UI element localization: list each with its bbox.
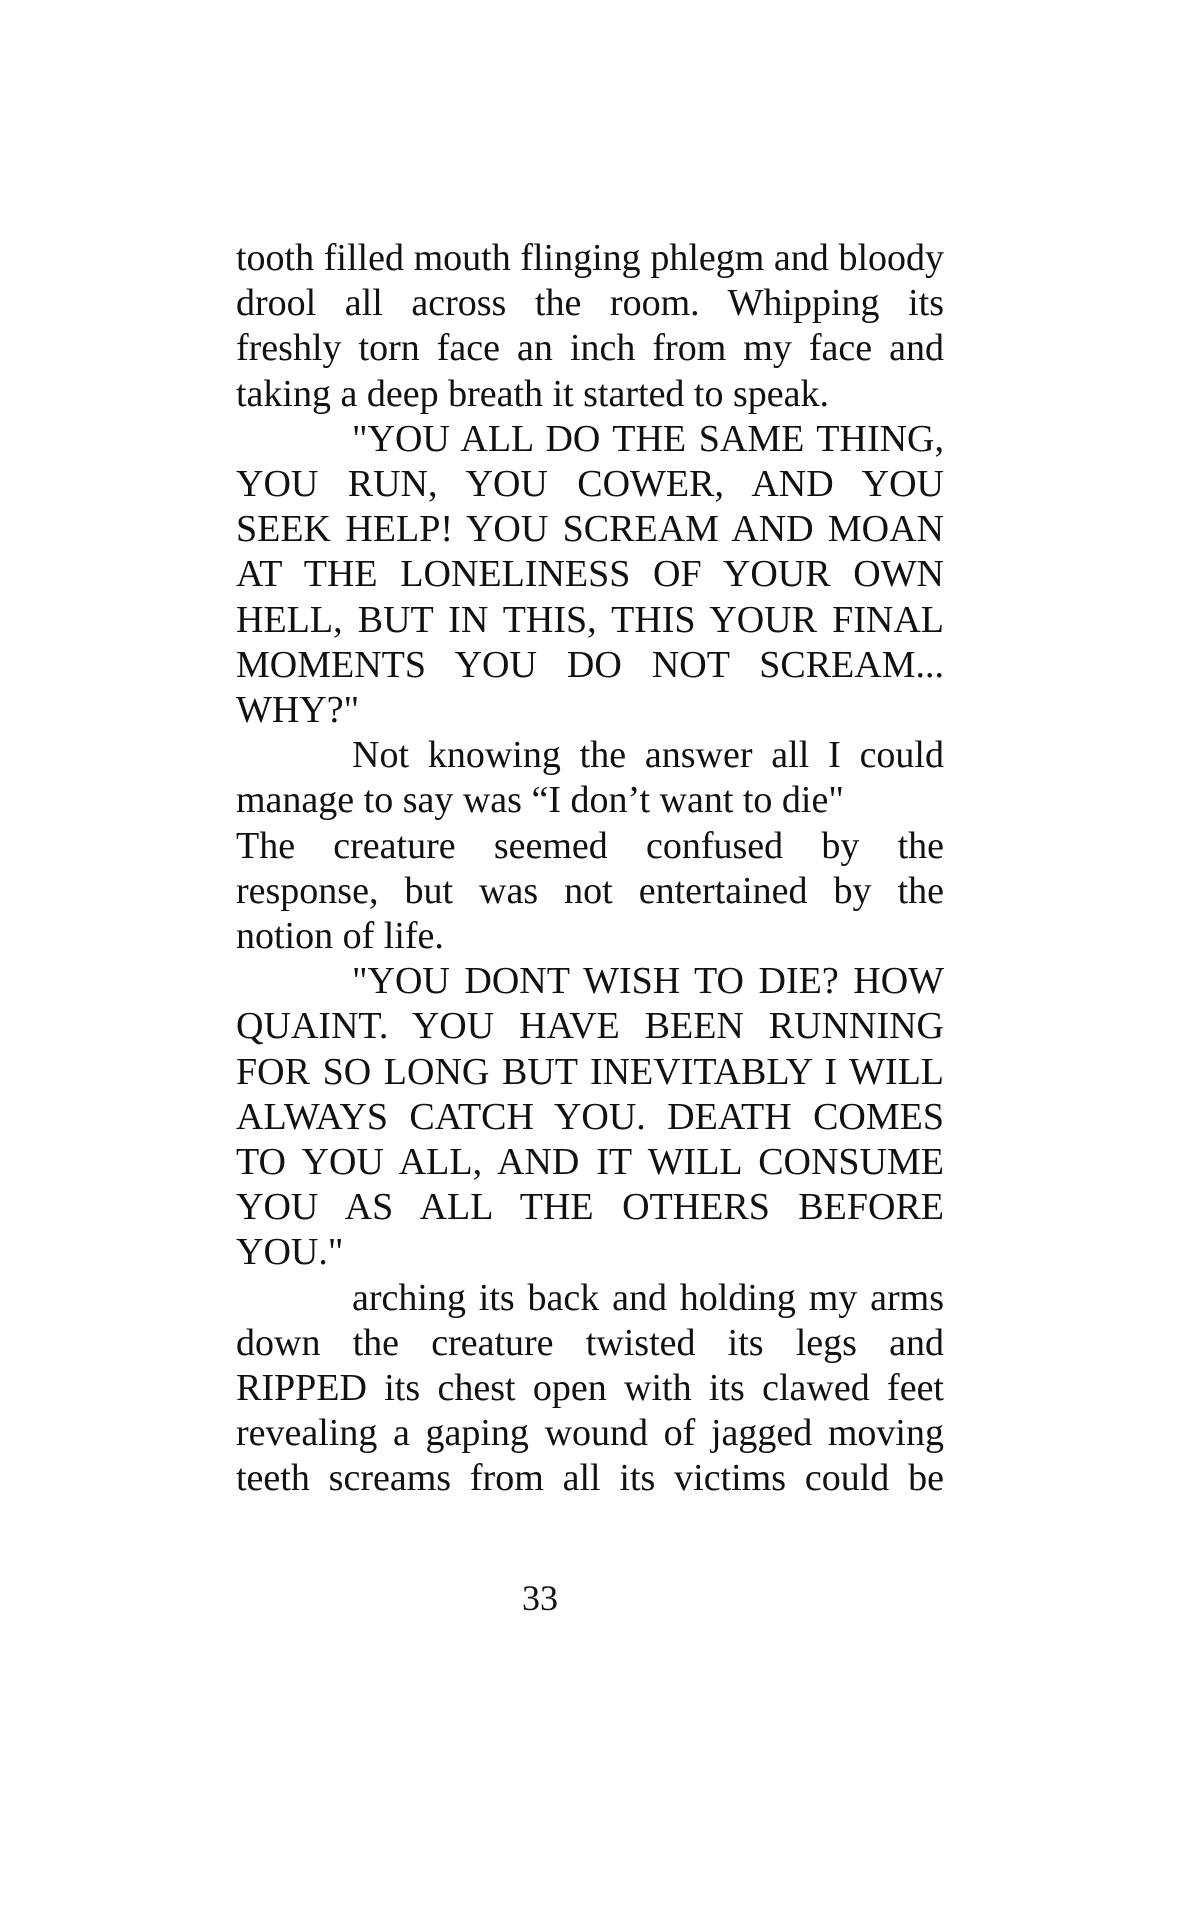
paragraph-2: "YOU ALL DO THE SAME THING, YOU RUN, YOU COWER, AND YOU SEEK HELP! YOU SCREAM AND MOAN AT THE LONELINESS OF YOUR OWN HELL, BUT IN THIS, THIS YOUR FINAL MOMENTS YOU DO NOT SCREAM... WHY?" [236, 417, 944, 732]
paragraph-3: Not knowing the answer all I could manage to say was “I don’t want to die" [236, 734, 944, 822]
paragraph-5: "YOU DONT WISH TO DIE? HOW QUAINT. YOU HAVE BEEN RUNNING FOR SO LONG BUT INEVITABLY I WILL ALWAYS CATCH YOU. DEATH COMES TO YOU ALL, AND IT WILL CONSUME YOU AS ALL THE OTHERS BEFORE YOU." [236, 960, 944, 1274]
paragraph-4: The creature seemed confused by the response, but was not entertained by the notion of life. [236, 824, 944, 958]
body-text [236, 236, 944, 1502]
paragraph-1: tooth filled mouth flinging phlegm and bloody drool all across the room. Whipping its freshly torn face an inch from my face and taking a deep breath it started to speak. [236, 237, 944, 415]
paragraph-6: arching its back and holding my arms down the creature twisted its legs and RIPPED its chest open with its clawed feet revealing a gaping wound of jagged moving teeth screams from all its victims could be [236, 1276, 944, 1500]
page-number: 33 [522, 1578, 558, 1618]
